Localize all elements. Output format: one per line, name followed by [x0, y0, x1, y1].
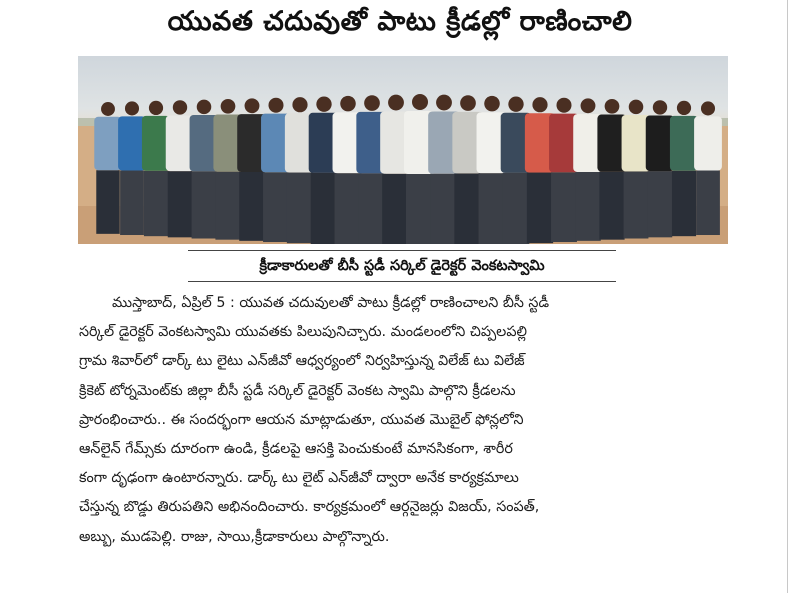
article-line: కంగా దృఢంగా ఉంటారన్నారు. డార్క్‌ టు లైట్‌ ఎన్‌జీవో ద్వారా అనేక కార్యక్రమాలు [79, 470, 519, 487]
photo-caption: క్రీడాకారులతో బీసీ స్టడీ సర్కిల్‌ డైరెక్టర్‌ వెంకటస్వామి [188, 250, 616, 282]
person-silhouette [694, 101, 722, 235]
article-line: ప్రారంభించారు.. ఈ సందర్భంగా ఆయన మాట్లాడుతూ, యువత మొబైల్‌ ఫోన్లలోని [79, 411, 524, 428]
article-line: సర్కిల్‌ డైరెక్టర్‌ వెంకటస్వామి యువతకు పిలుపునిచ్చారు. మండలంలోని చిప్పలపల్లి [79, 324, 527, 341]
person-silhouette [94, 102, 121, 234]
column-rule [787, 0, 788, 593]
article-line: ఆన్‌లైన్‌ గేమ్స్‌కు దూరంగా ఉండి, క్రీడలపై ఆసక్తి పెంచుకుంటే మానసికంగా, శారీర [79, 440, 513, 457]
headline: యువత చదువుతో పాటు క్రీడల్లో రాణించాలి [167, 6, 633, 37]
article-line: గ్రామ శివార్‌లో డార్క్‌ టు లైటు ఎన్‌జీవో ఆధ్వర్యంలో నిర్వహిస్తున్న విలేజ్‌ టు విలేజ్‌ [79, 353, 525, 370]
group-photo-illustration [78, 56, 728, 244]
article-line: ముస్తాబాద్‌, ఏప్రిల్‌ 5 : యువత చదువులతో పాటు క్రీడల్లో రాణించాలని బీసీ స్టడీ [112, 295, 550, 311]
article-line: చేస్తున్న బొడ్డు తిరుపతిని అభినందించారు. కార్యక్రమంలో ఆర్గనైజర్లు విజయ్‌, సంపత్‌, [79, 499, 540, 516]
article-line: క్రికెట్‌ టోర్నమెంట్‌కు జిల్లా బీసీ స్టడీ సర్కిల్‌ డైరెక్టర్‌ వెంకట స్వామి పాల్గొని క్రీడలను [79, 382, 516, 399]
article-line: అబ్బు, ముడపెల్లి. రాజు, సాయి,క్రీడాకారులు పాల్గొన్నారు. [79, 528, 390, 545]
person-silhouette [118, 101, 146, 235]
group-photo [78, 56, 728, 244]
person-silhouette [670, 101, 698, 236]
article-body [79, 289, 727, 552]
